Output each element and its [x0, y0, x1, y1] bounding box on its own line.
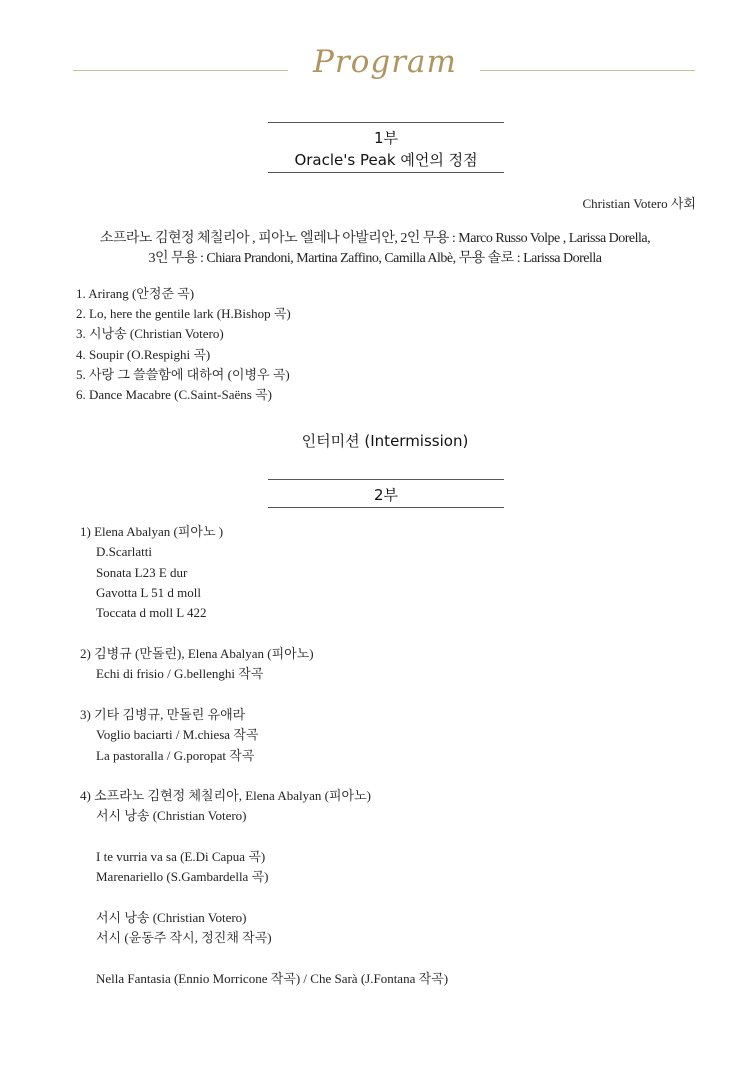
part2-group-3: [80, 705, 258, 766]
group-line: Nella Fantasia (Ennio Morricone 작곡) / Che Sarà (J.Fontana 작곡): [96, 970, 449, 986]
list-item: 5. 사랑 그 쓸쓸함에 대하여 (이병우 곡): [76, 366, 290, 382]
group-line: Voglio baciarti / M.chiesa 작곡: [96, 727, 259, 743]
performers-line-1: 소프라노 김현정 체칠리아 , 피아노 엘레나 아발리안, 2인 무용 : Marco Russo Volpe , Larissa Dorella,: [99, 231, 651, 246]
group-line: D.Scarlatti: [96, 544, 152, 560]
part2-heading: [268, 479, 504, 508]
part1-title: Oracle's Peak 예언의 정점: [294, 151, 478, 169]
group-heading: 3) 기타 김병규, 만돌린 유애라: [80, 707, 246, 722]
group-line: 서시 (윤동주 작시, 정진채 작곡): [96, 930, 272, 946]
header-rule-right: [480, 70, 695, 71]
group-line: I te vurria va sa (E.Di Capua 곡): [96, 848, 266, 864]
list-item: 6. Dance Macabre (C.Saint-Saëns 곡): [76, 387, 272, 403]
list-item: 2. Lo, here the gentile lark (H.Bishop 곡): [76, 306, 291, 322]
host-credit: Christian Votero 사회: [582, 196, 696, 211]
group-heading: 4) 소프라노 김현정 체칠리아, Elena Abalyan (피아노): [80, 788, 371, 803]
group-line: 서시 낭송 (Christian Votero): [96, 808, 247, 824]
group-heading: 1) Elena Abalyan (피아노 ): [80, 524, 224, 539]
part1-program-list: [76, 284, 291, 405]
part2-group-2: [80, 644, 314, 685]
part1-number: 1부: [373, 129, 399, 147]
part2-group-1: [80, 522, 223, 623]
group-line: Marenariello (S.Gambardella 곡): [96, 869, 269, 885]
group-line: 서시 낭송 (Christian Votero): [96, 909, 247, 925]
performers: [60, 229, 690, 269]
list-item: 1. Arirang (안정준 곡): [76, 286, 195, 301]
part2-group-4: [80, 786, 448, 989]
performers-line-2: 3인 무용 : Chiara Prandoni, Martina Zaffino, Camilla Albè, 무용 솔로 : Larissa Dorella: [148, 251, 602, 266]
spacer: [80, 948, 448, 968]
group-line: Echi di frisio / G.bellenghi 작곡: [96, 666, 264, 682]
group-line: Gavotta L 51 d moll: [96, 584, 201, 600]
group-line: Sonata L23 E dur: [96, 564, 188, 580]
group-heading: 2) 김병규 (만돌린), Elena Abalyan (피아노): [80, 646, 314, 661]
spacer: [80, 887, 448, 907]
list-item: 3. 시낭송 (Christian Votero): [76, 326, 224, 342]
part1-heading: [268, 122, 504, 173]
spacer: [80, 827, 448, 847]
part2-number: 2부: [373, 486, 399, 504]
group-line: La pastoralla / G.poropat 작곡: [96, 747, 255, 763]
intermission-heading: 인터미션 (Intermission): [301, 432, 469, 450]
group-line: Toccata d moll L 422: [96, 605, 207, 621]
list-item: 4. Soupir (O.Respighi 곡): [76, 346, 211, 362]
program-title: Program: [313, 44, 457, 80]
header-rule-left: [73, 70, 288, 71]
